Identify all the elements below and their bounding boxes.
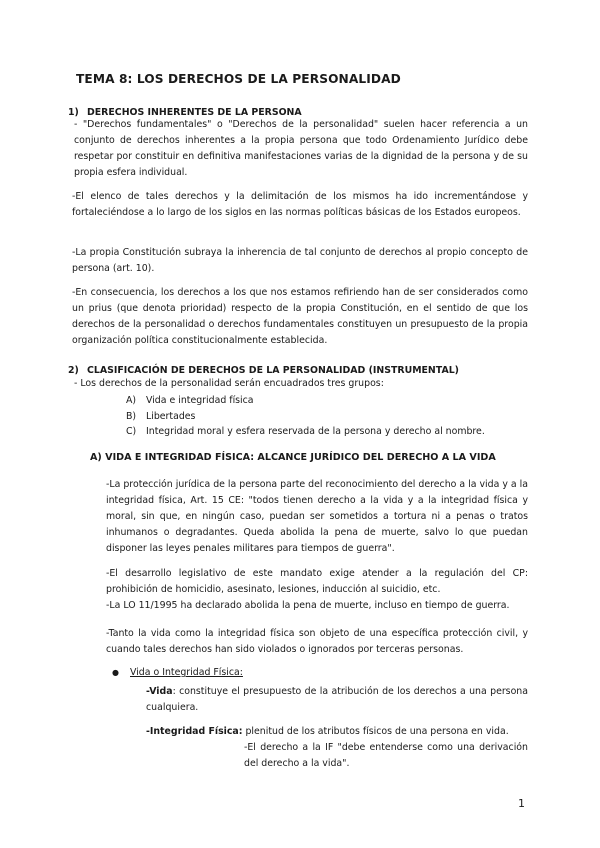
paragraph: -El elenco de tales derechos y la delimitación de los mismos ha ido incrementándose y fortaleciéndose a lo largo de los siglos en las normas políticas básicas de los Estados europeos.	[72, 191, 528, 218]
paragraph: -La LO 11/1995 ha declarado abolida la pena de muerte, incluso en tiempo de guerra.	[106, 600, 510, 611]
section-1-title: DERECHOS INHERENTES DE LA PERSONA	[87, 107, 302, 118]
section-2-heading	[68, 365, 459, 376]
list-item: B) Libertades	[126, 410, 196, 422]
paragraph: -El desarrollo legislativo de este mandato exige atender a la regulación del CP: prohibición de homicidio, asesinato, lesiones, inducción al suicidio, etc.	[106, 568, 528, 595]
group-list	[126, 393, 485, 440]
document-title: TEMA 8: LOS DERECHOS DE LA PERSONALIDAD	[76, 72, 401, 86]
term: -Vida	[146, 686, 173, 697]
section-1-number: 1)	[68, 107, 79, 118]
definition-text: plenitud de los atributos físicos de una persona en vida.	[242, 726, 509, 737]
section-2-intro: - Los derechos de la personalidad serán encuadrados tres grupos:	[74, 378, 384, 389]
list-item: A) Vida e integridad física	[126, 395, 254, 406]
paragraph: - "Derechos fundamentales" o "Derechos de la personalidad" suelen hacer referencia a un conjunto de derechos inherentes a la propia persona que todo Ordenamiento Jurídico debe respetar por constituir en definitiva manifestaciones varias de la dignidad de la persona y de su propia esfera individual.	[74, 119, 528, 178]
definition-integridad	[146, 724, 528, 740]
sub-definition: -El derecho a la IF "debe entenderse como una derivación del derecho a la vida".	[244, 742, 528, 769]
bullet-label: Vida o Integridad Física:	[130, 667, 243, 678]
bullet-icon: ●	[112, 668, 119, 677]
definition-vida	[146, 684, 528, 716]
paragraph: -La propia Constitución subraya la inherencia de tal conjunto de derechos al propio concepto de persona (art. 10).	[72, 247, 528, 274]
page-number: 1	[518, 797, 525, 810]
subsection-a-heading: A) VIDA E INTEGRIDAD FÍSICA: ALCANCE JURÍDICO DEL DERECHO A LA VIDA	[90, 452, 496, 463]
paragraph: -La protección jurídica de la persona parte del reconocimiento del derecho a la vida y a la integridad física, Art. 15 CE: "todos tienen derecho a la vida y a la integridad física y moral, sin que, en ningún caso, puedan ser sometidos a tortura ni a penas o tratos inhumanos o degradantes. Queda abolida la pena de muerte, salvo lo que puedan disponer las leyes penales militares para tiempos de guerra".	[106, 479, 528, 554]
list-item: C) Integridad moral y esfera reservada de la persona y derecho al nombre.	[126, 426, 485, 437]
paragraph: -Tanto la vida como la integridad física son objeto de una específica protección civil, y cuando tales derechos han sido violados o ignorados por terceras personas.	[106, 628, 528, 655]
definition-text: : constituye el presupuesto de la atribución de los derechos a una persona cualquiera.	[146, 686, 528, 713]
bullet-item	[112, 667, 243, 678]
section-2-title: CLASIFICACIÓN DE DERECHOS DE LA PERSONALIDAD (INSTRUMENTAL)	[87, 365, 459, 376]
section-2-number: 2)	[68, 365, 79, 376]
term: -Integridad Física:	[146, 726, 243, 737]
paragraph: -En consecuencia, los derechos a los que nos estamos refiriendo han de ser considerados como un prius (que denota prioridad) respecto de la propia Constitución, en el sentido de que los derechos de la personalidad o derechos fundamentales constituyen un presupuesto de la propia organización política constitucionalmente establecida.	[72, 287, 528, 346]
